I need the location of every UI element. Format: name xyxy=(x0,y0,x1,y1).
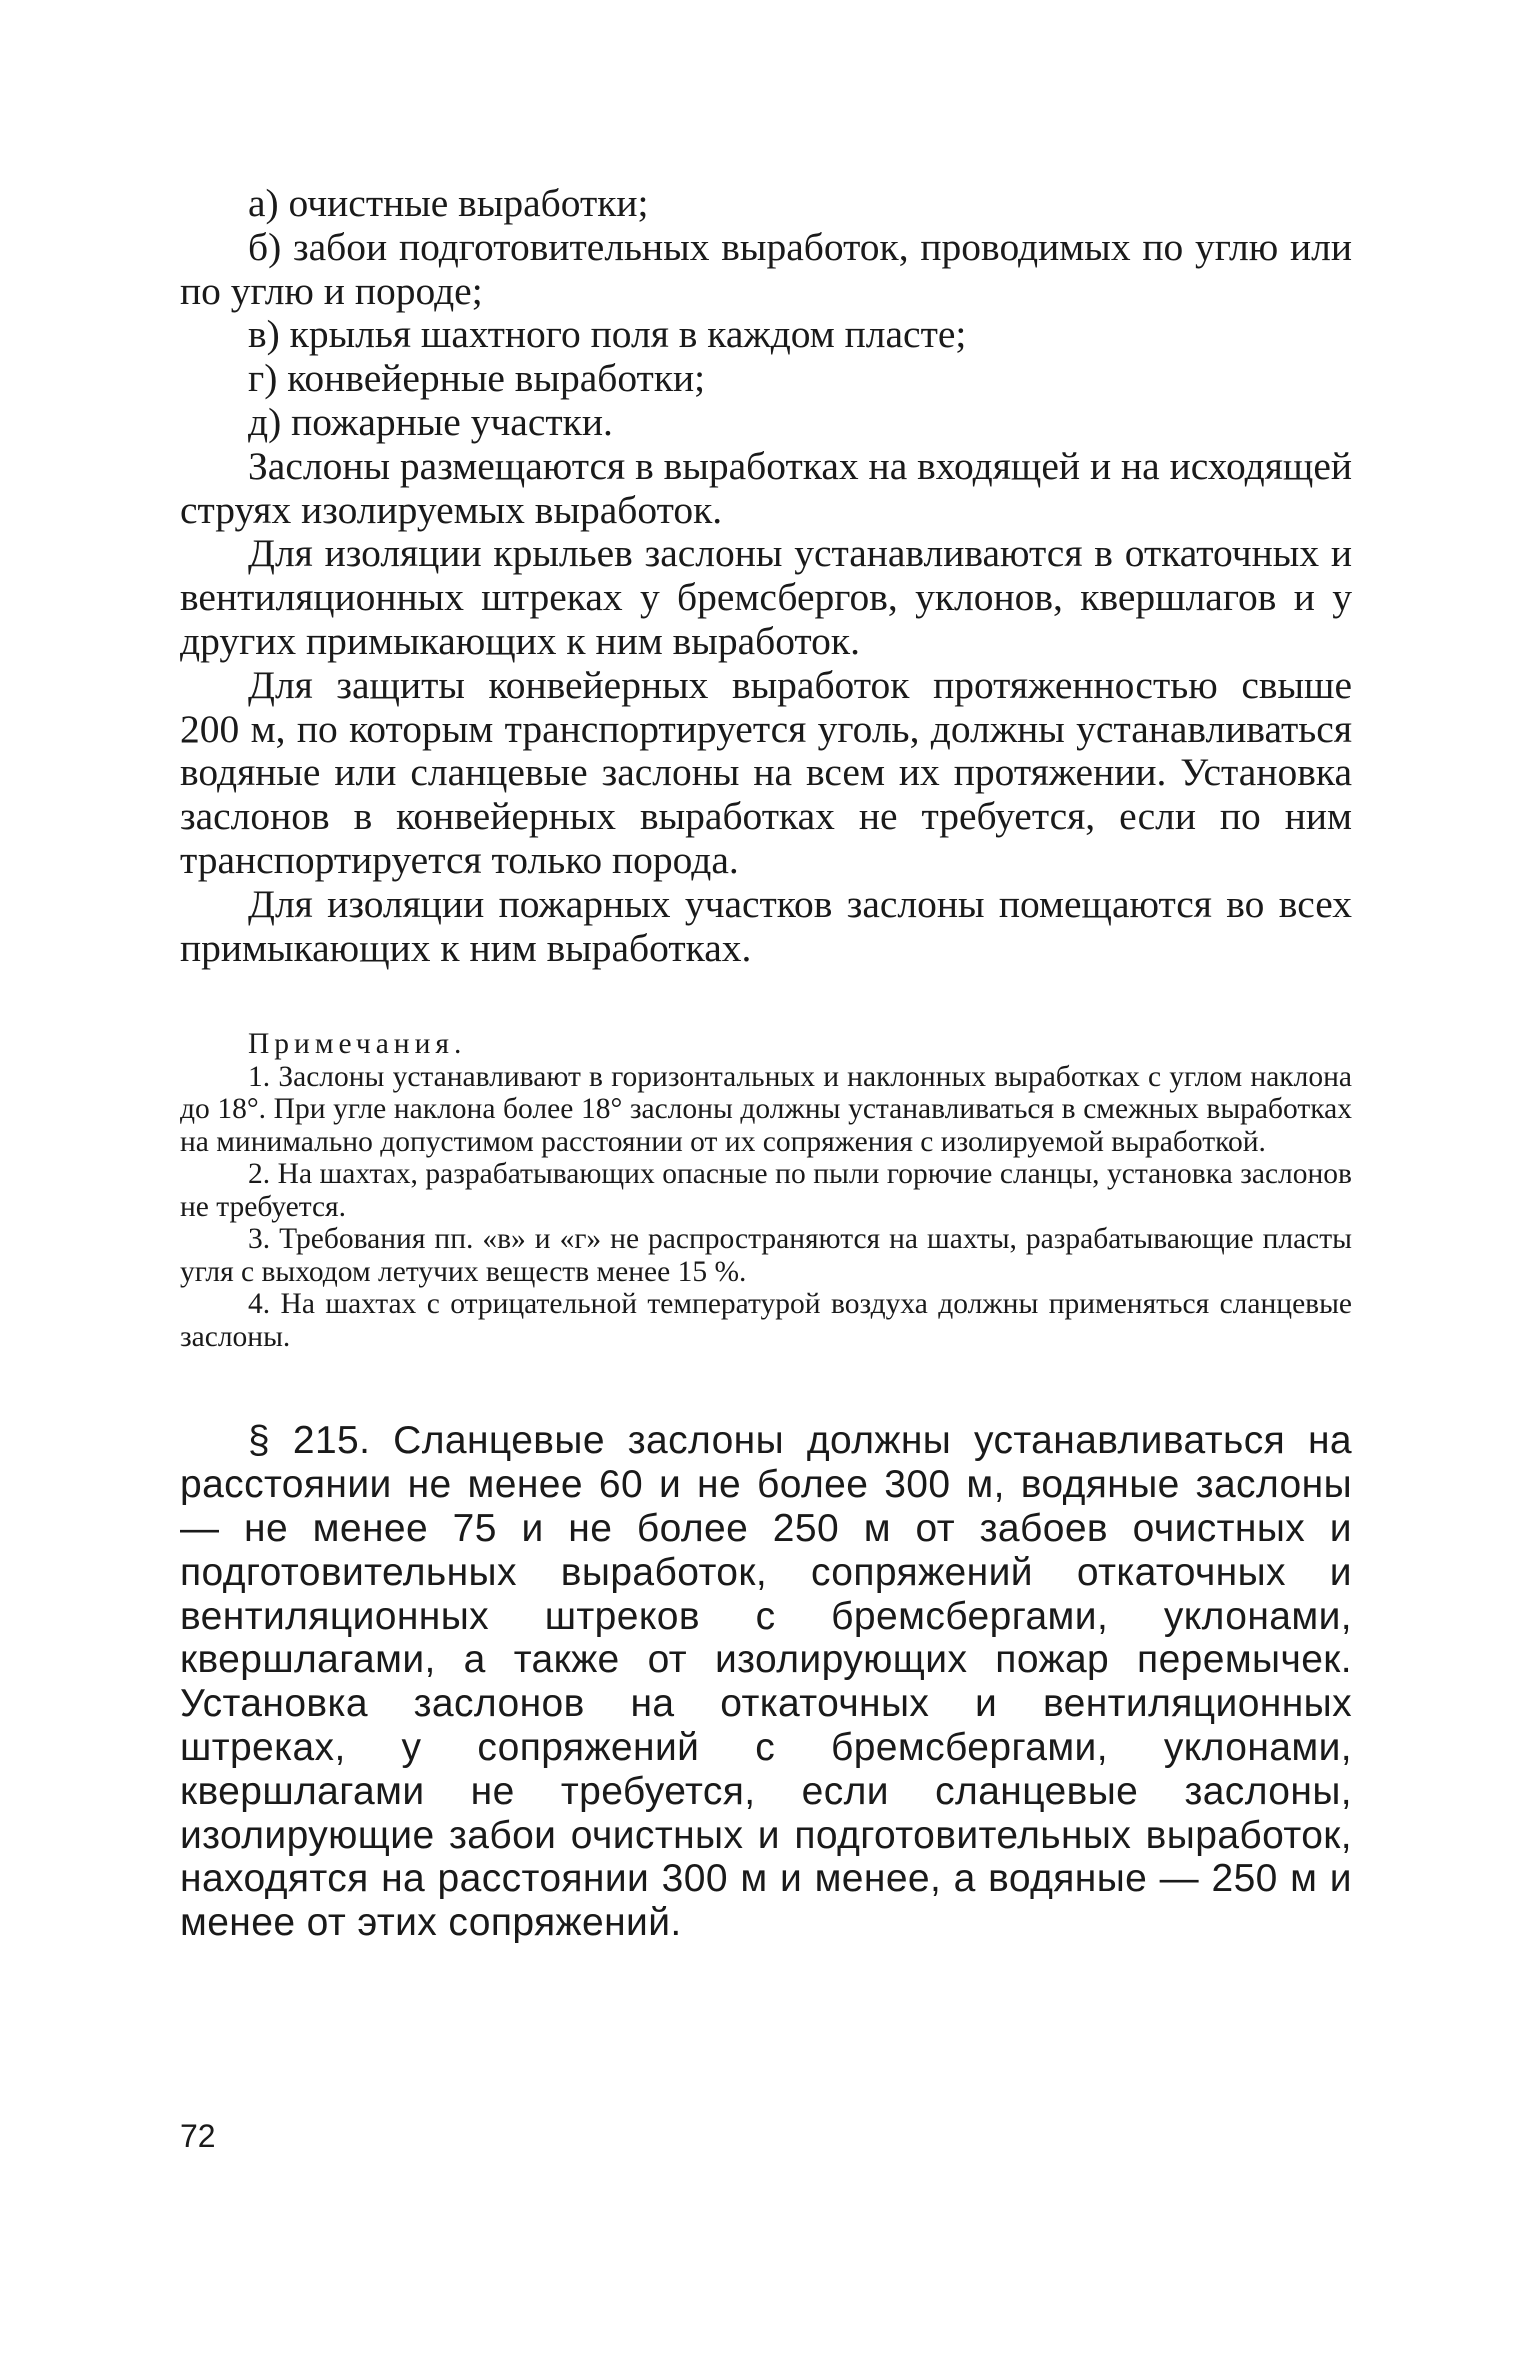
paragraph-placement: Заслоны размещаются в выработках на входящей и на исходящей струях изолируемых выработок. xyxy=(180,443,1352,532)
note-item: 2. На шахтах, разрабатывающих опасные по пыли горючие сланцы, установка заслонов не требуется. xyxy=(180,1158,1352,1223)
paragraph-fire-areas: Для изоляции пожарных участков заслоны помещаются во всех примыкающих к ним выработках. xyxy=(180,881,1352,970)
paragraph-conveyor-protection: Для защиты конвейерных выработок протяженностью свыше 200 м, по которым транспортируется уголь, должны устанавливаться водяные или сланцевые заслоны на всем их протяжении. Установка заслонов в конвейерных выработках не требуется, если по ним транспортируется только порода. xyxy=(180,662,1352,882)
main-text-block xyxy=(180,182,1352,970)
note-item: 1. Заслоны устанавливают в горизонтальных и наклонных выработках с углом наклона до 18°. При угле наклона более 18° заслоны должны устанавливаться в смежных выработках на минимально допустимом расстоянии от их сопряжения с изолируемой выработкой. xyxy=(180,1060,1352,1158)
section-215 xyxy=(180,1419,1352,1945)
note-item: 4. На шахтах с отрицательной температурой воздуха должны применяться сланцевые заслоны. xyxy=(180,1288,1352,1353)
list-item-b: б) забои подготовительных выработок, проводимых по углю или по углю и породе; xyxy=(180,224,1352,313)
notes-block xyxy=(180,1028,1352,1353)
list-item-g: г) конвейерные выработки; xyxy=(248,356,706,401)
document-page xyxy=(180,182,1352,1945)
note-item: 3. Требования пп. «в» и «г» не распространяются на шахты, разрабатывающие пласты угля с выходом летучих веществ менее 15 %. xyxy=(180,1223,1352,1288)
notes-heading: Примечания. xyxy=(248,1028,467,1061)
list-item-v: в) крылья шахтного поля в каждом пласте; xyxy=(248,312,967,357)
list-item-a: а) очистные выработки; xyxy=(248,181,649,225)
page-number: 72 xyxy=(180,2118,216,2154)
paragraph-wings-isolation: Для изоляции крыльев заслоны устанавливаются в откаточных и вентиляционных штреках у бремсбергов, уклонов, квершлагов и у других примыкающих к ним выработок. xyxy=(180,531,1352,663)
list-item-d: д) пожарные участки. xyxy=(248,399,613,444)
section-215-text: § 215. Сланцевые заслоны должны устанавливаться на расстоянии не менее 60 и не более 300 м, водяные заслоны — не менее 75 и не более 250 м от забоев очистных и подготовительных выработок, сопряжений откаточных и вентиляционных штреков с бремсбергами, уклонами, квершлагами, а также от изолирующих пожар перемычек. Установка заслонов на откаточных и вентиляционных штреках, у сопряжений с бремсбергами, уклонами, квершлагами не требуется, если сланцевые заслоны, изолирующие забои очистных и подготовительных выработок, находятся на расстоянии 300 м и менее, а водяные — 250 м и менее от этих сопряжений. xyxy=(180,1419,1352,1945)
